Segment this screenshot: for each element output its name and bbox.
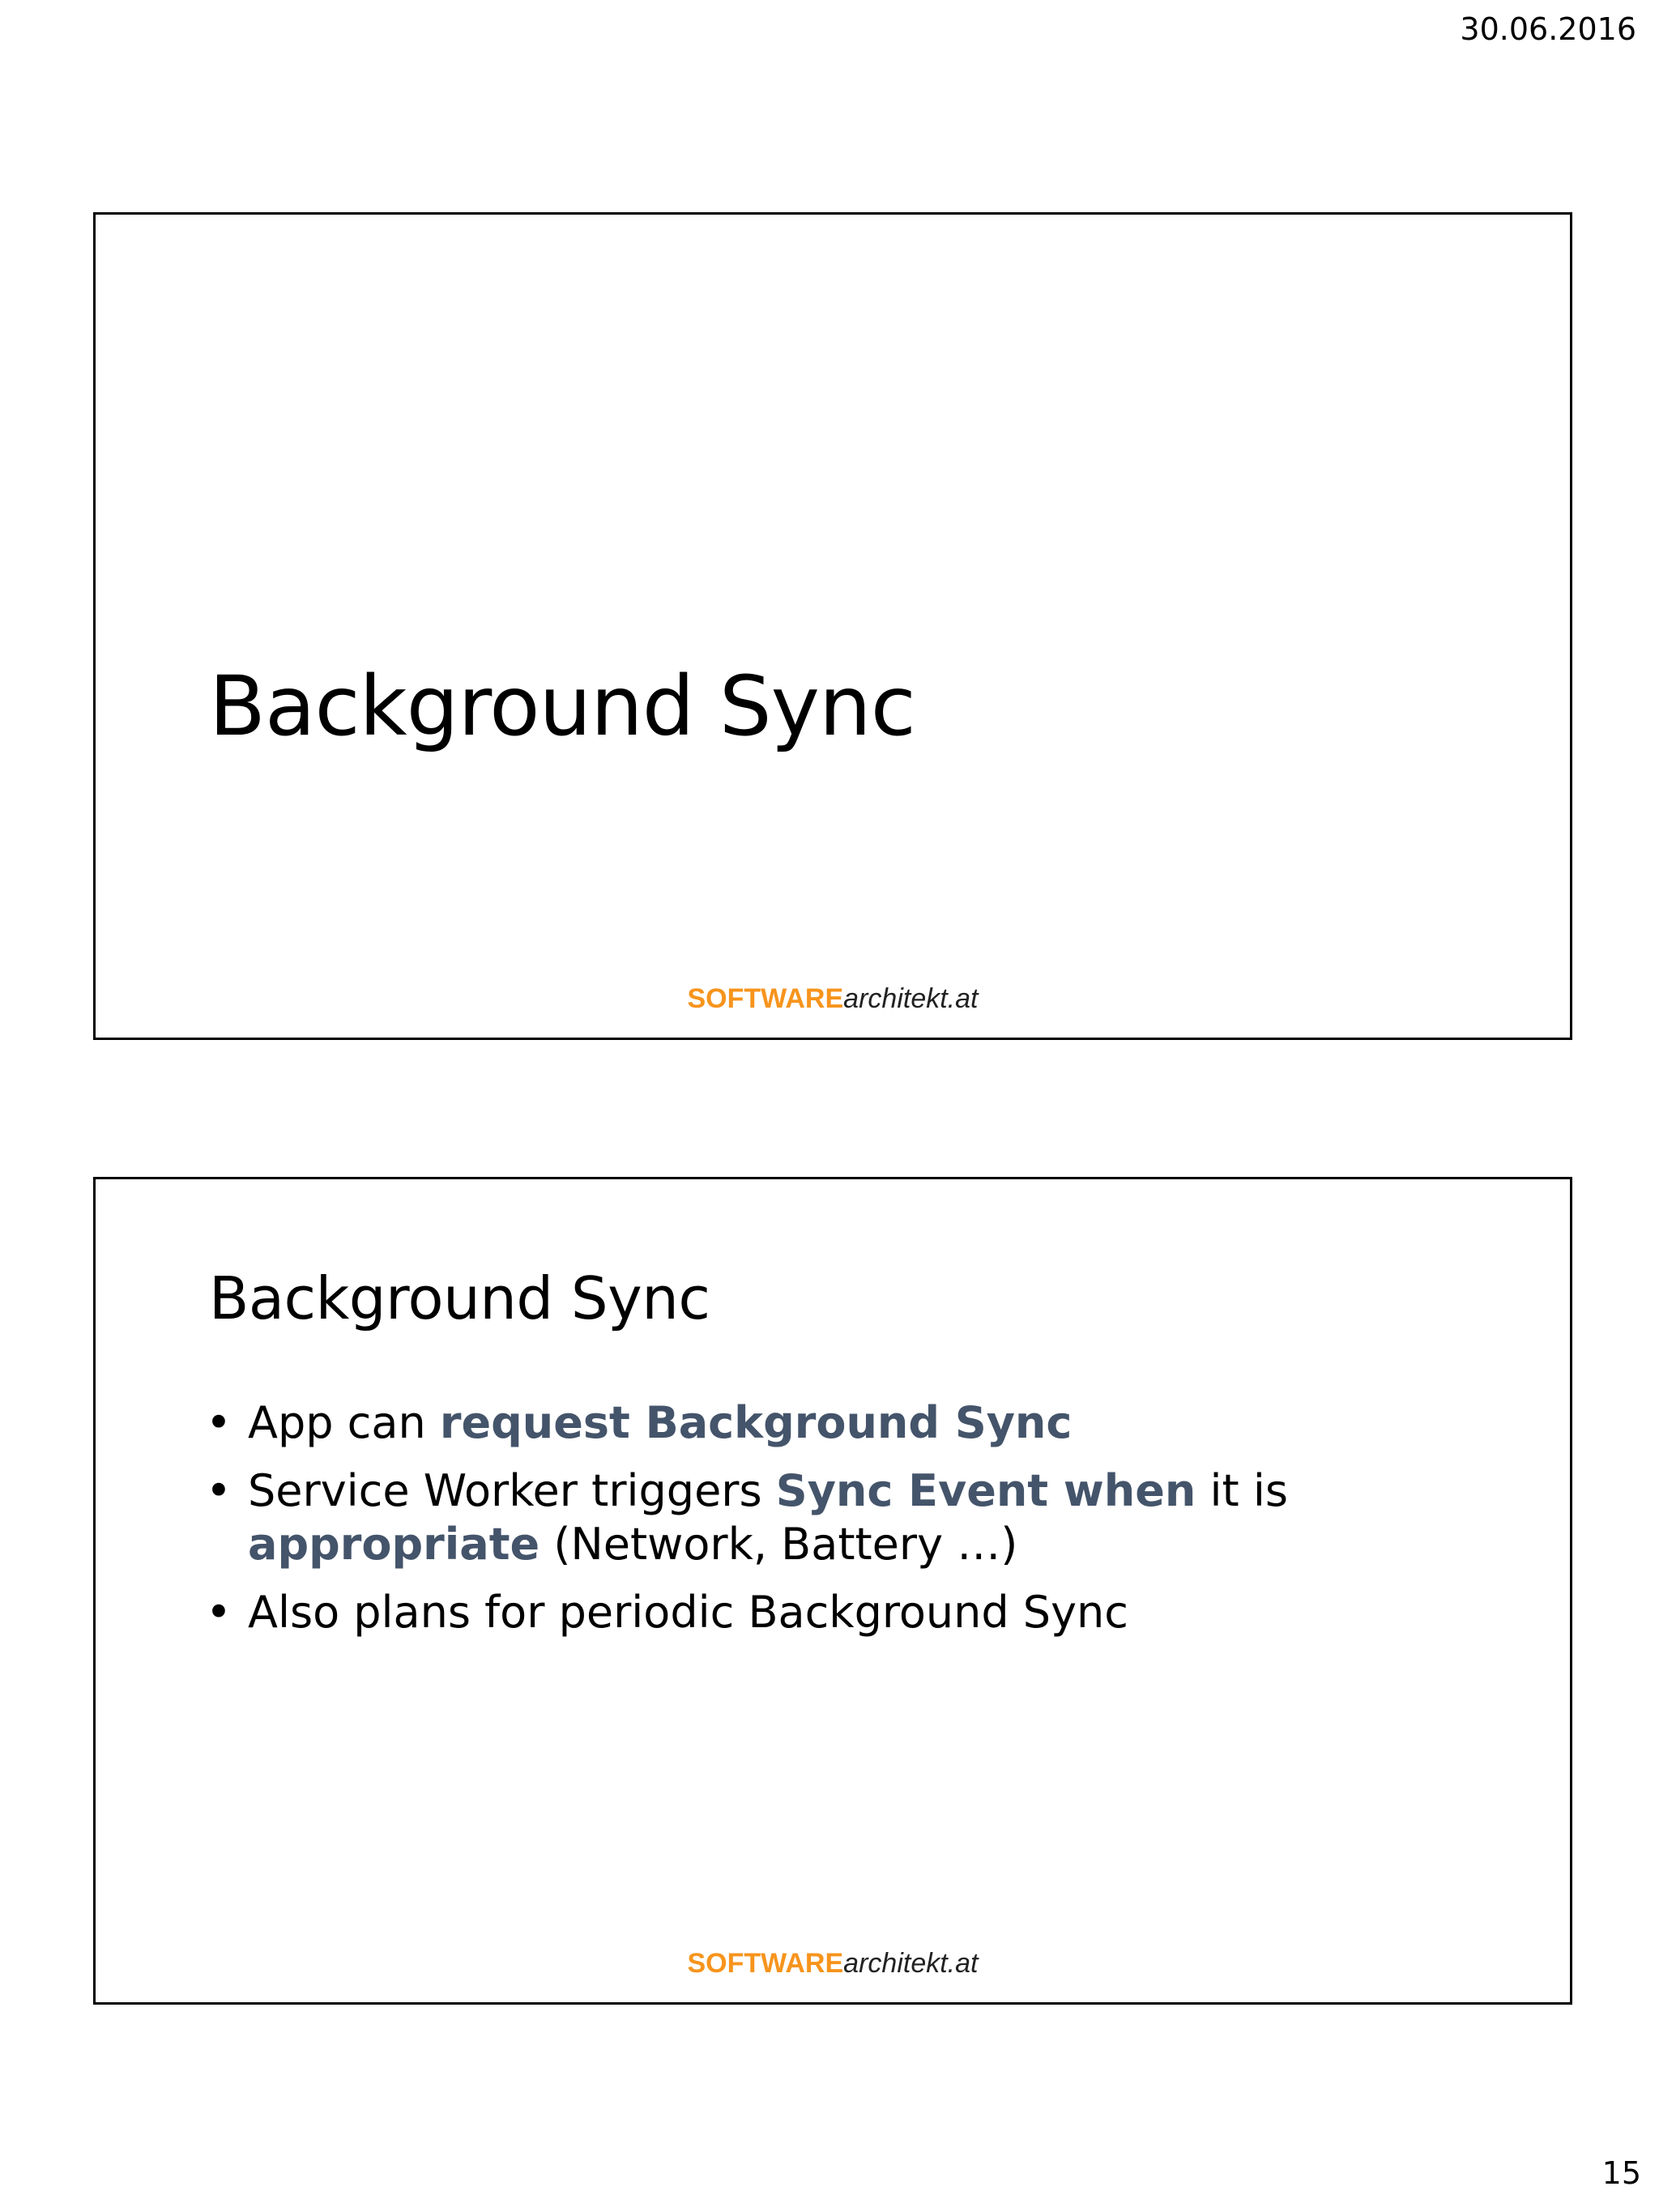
logo-brand: SOFTWARE	[687, 983, 844, 1014]
bullet-icon: •	[206, 1587, 232, 1638]
logo-domain: architekt.at	[843, 983, 979, 1014]
bullet-emphasis: request Background Sync	[439, 1397, 1073, 1448]
logo-domain: architekt.at	[843, 1948, 979, 1979]
slide-title	[93, 212, 1572, 1040]
bullet-text: (Network, Battery …)	[539, 1519, 1018, 1570]
company-logo	[96, 982, 1570, 1015]
document-date: 30.06.2016	[1460, 11, 1636, 47]
company-logo	[96, 1947, 1570, 1980]
bullet-item	[206, 1586, 1502, 1639]
bullet-item	[206, 1464, 1502, 1571]
bullet-emphasis: Sync Event when	[775, 1465, 1196, 1516]
bullet-text: Service Worker triggers	[248, 1465, 776, 1516]
logo-brand: SOFTWARE	[687, 1948, 844, 1979]
bullet-text: App can	[248, 1397, 440, 1448]
slide-content	[93, 1177, 1572, 2005]
bullet-text: it is	[1196, 1465, 1288, 1516]
bullet-item	[206, 1396, 1502, 1450]
bullet-icon: •	[206, 1397, 232, 1448]
bullet-text: Also plans for periodic Background Sync	[248, 1587, 1128, 1638]
slide-content-heading: Background Sync	[209, 1264, 710, 1332]
bullet-list	[206, 1396, 1502, 1654]
bullet-icon: •	[206, 1465, 232, 1516]
bullet-emphasis: appropriate	[248, 1519, 540, 1570]
page-number: 15	[1601, 2155, 1641, 2191]
slide-title-heading: Background Sync	[209, 658, 915, 755]
